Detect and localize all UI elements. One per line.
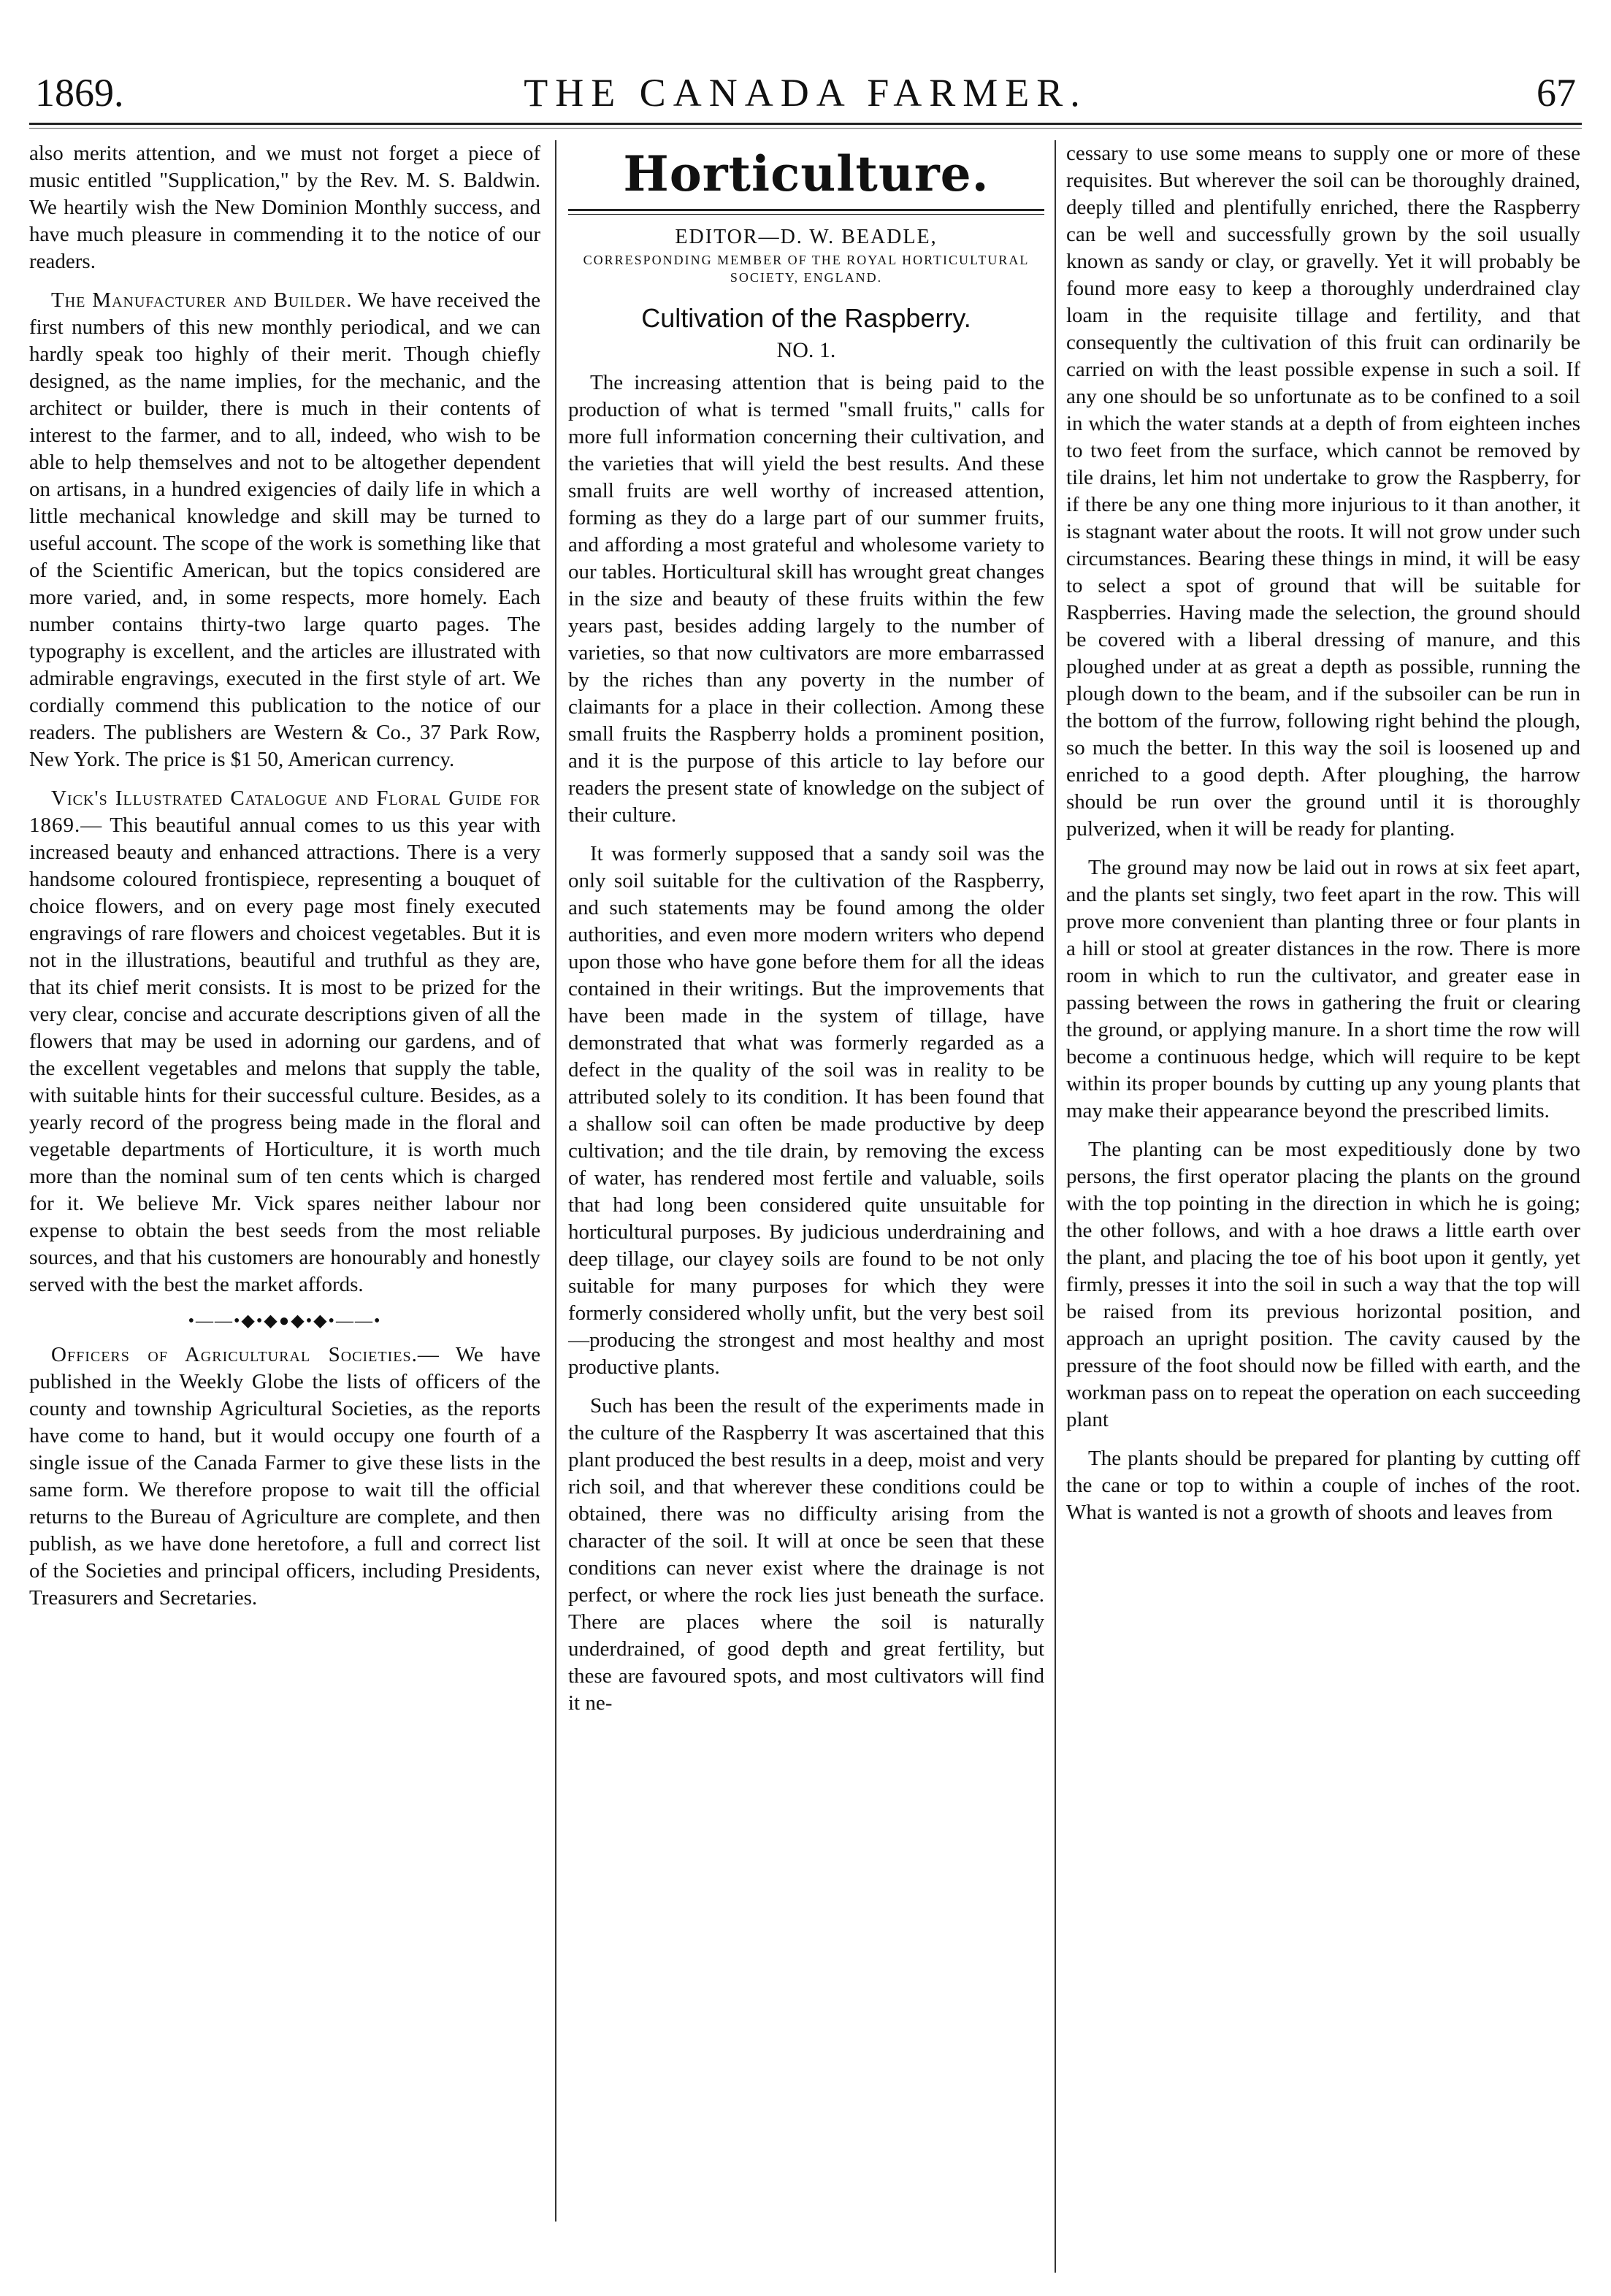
issue-year: 1869. (35, 71, 124, 115)
editor-credentials: CORRESPONDING MEMBER OF THE ROYAL HORTICULTURAL SOCIETY, ENGLAND. (583, 253, 1030, 285)
masthead (29, 67, 1582, 118)
paragraph-body: — This beautiful annual comes to us this year with increased beauty and enhanced attractions. There is a very handsome coloured frontispiece, representing a bouquet of choice flowers, and on every page most finely executed engravings of rare flowers and choicest vegetables. But it is not in the illustrations, beautiful and truthful as they are, that its chief merit consists. It is most to be prized for the very clear, concise and accurate descriptions given of all the flowers that may be used in adorning our gardens, and of the excellent vegetables and melons that supply the table, with suitable hints for their successful culture. Besides, as a yearly record of the progress being made in the floral and vegetable departments of Horticulture, it is worth much more than the nominal sum of ten cents which is charged for it. We believe Mr. Vick spares neither labour nor expense to obtain the best seeds from the most reliable sources, and that his customers are honourably and honestly served with the best the market affords. (29, 814, 540, 1296)
article-number: NO. 1. (776, 338, 836, 362)
paragraph: The plants should be prepared for planting by cutting off the cane or top to within a couple of inches of the root. What is wanted is not a growth of shoots and leaves from (1066, 1447, 1580, 1524)
paragraph: The planting can be most expeditiously done by two persons, the first operator placing the plants on the ground with the top pointing in the direction in which he is going; the other follows, and with a hoe draws a little earth over the plant, and placing the toe of his boot upon it gently, yet firmly, presses it into the soil in such a way that the top will be raised from its previous horizontal position, and approach an upright position. The cavity caused by the pressure of the foot should now be filled with earth, and the workman pass on to repeat the operation on each succeeding plant (1066, 1138, 1580, 1431)
page-number: 67 (1537, 71, 1576, 115)
paragraph (29, 287, 540, 773)
column-right (1066, 140, 1580, 2273)
editor-line: EDITOR—D. W. BEADLE, (675, 226, 938, 248)
paragraph: Such has been the result of the experiments made in the culture of the Raspberry It was ascertained that this plant produced the best results in a deep, moist and very rich soil, and that wherever these conditions could be obtained, there was no difficulty arising from the character of the soil. It will at once be seen that these conditions can never exist where the drainage is not perfect, or where the rock lies just beneath the surface. There are places where the soil is naturally underdrained, of good depth and great fertility, but these are favoured spots, and most cultivators will find it ne- (568, 1394, 1044, 1715)
newspaper-title: THE CANADA FARMER. (524, 71, 1087, 115)
paragraph-lead: Officers of Agricultural Societies. (51, 1343, 418, 1366)
paragraph-body: We have received the first numbers of this new monthly periodical, and we can hardly speak too highly of their merit. Though chiefly designed, as the name implies, for the mechanic, and the architect or builder, there is much in their contents of interest to the farmer, and to all, indeed, who wish to be able to help themselves and not to be altogether dependent on artisans, in a hundred exigencies of daily life in which a little mechanical knowledge and skill may be turned to useful account. The scope of the work is something like that of the Scientific American, but the topics considered are more varied, and, in some respects, more homely. Each number contains thirty-two large quarto pages. The typography is excellent, and the articles are illustrated with admirable engravings, executed in the first style of art. We cordially commend this publication to the notice of our readers. The publishers are Western & Co., 37 Park Row, New York. The price is $1 50, American currency. (29, 288, 540, 771)
masthead-rule-thin (29, 128, 1582, 129)
paragraph-body: — We have published in the Weekly Globe the lists of officers of the county and township Agricultural Societies, as the reports have come to hand, but it would occupy one fourth of a single issue of the Canada Farmer to give these lists in the same form. We therefore propose to wait till the official returns to the Bureau of Agriculture are complete, and then publish, as we have done heretofore, a full and correct list of the Societies and principal officers, including Presidents, Treasurers and Secretaries. (29, 1343, 540, 1610)
paragraph: The increasing attention that is being paid to the production of what is termed "small fruits," calls for more full information concerning their cultivation, and the varieties that will yield the best results. And these small fruits are well worthy of increased attention, forming as they do a large part of our summer fruits, and affording a most grateful and wholesome variety to our tables. Horticultural skill has wrought great changes in the size and beauty of these fruits within the few years past, besides adding largely to the number of varieties, so that now cultivators are more embarrassed by the riches than any poverty in the number of claimants for a place in their collection. Among these small fruits the Raspberry holds a prominent position, and it is the purpose of this article to lay before our readers the present state of knowledge on the subject of their culture. (568, 371, 1044, 827)
column-left (29, 140, 540, 2185)
paragraph: The ground may now be laid out in rows at six feet apart, and the plants set singly, two feet apart in the row. This will prove more convenient than planting three or four plants in a hill or stool at greater distances in the row. There is more room in which to run the cultivator, and greater ease in passing between the rows in gathering the fruit or clearing the ground, or applying manure. In a short time the row will become a continuous hedge, which will require to be kept within its proper bounds by cutting up any young plants that may make their appearance beyond the prescribed limits. (1066, 856, 1580, 1122)
paragraph (29, 1342, 540, 1612)
section-title: Horticulture. (623, 145, 990, 202)
section-separator: •——•◆•◆●◆•◆•——• (188, 1312, 382, 1331)
paragraph-lead: Vick's Illustrated Catalogue and Floral Guide for 1869. (29, 787, 540, 837)
column-divider (555, 140, 556, 2222)
section-rule (568, 209, 1044, 215)
column-divider (1055, 140, 1056, 2273)
column-middle (568, 140, 1044, 2273)
paragraph: also merits attention, and we must not forget a piece of music entitled "Supplication," by the Rev. M. S. Baldwin. We heartily wish the New Dominion Monthly success, and have much pleasure in commending it to the notice of our readers. (29, 142, 540, 273)
paragraph: cessary to use some means to supply one or more of these requisites. But wherever the soil can be thoroughly drained, deeply tilled and plentifully enriched, there the Raspberry can be well and successfully grown by the soil usually known as sandy or clay, or gravelly. Yet it will probably be found more easy to keep a thoroughly underdrained clay loam in the requisite tillage and fertility, and that consequently the cultivation of this fruit can ordinarily be carried on with the least possible expense in such a soil. If any one should be so unfortunate as to be confined to a soil in which the water stands at a depth of from eighteen inches to two feet from the surface, which cannot be removed by tile drains, let him not undertake to grow the Raspberry, for if there be any one thing more injurious to it than another, it is stagnant water about the roots. It will not grow under such circumstances. Bearing these things in mind, it will be easy to select a spot of ground that will be suitable for Raspberries. Having made the selection, the ground should be covered with a liberal dressing of manure, and this ploughed under at as great a depth as possible, running the plough down to the beam, and if the subsoiler can be run in the bottom of the furrow, following right behind the plough, so much the better. In this way the soil is loosened up and enriched to a good depth. After ploughing, the harrow should be run over the ground until it is thoroughly pulverized, when it will be ready for planting. (1066, 142, 1580, 841)
paragraph-lead: The Manufacturer and Builder. (51, 288, 353, 312)
article-title: Cultivation of the Raspberry. (641, 303, 971, 333)
masthead-rule (29, 123, 1582, 125)
paragraph (29, 785, 540, 1298)
paragraph: It was formerly supposed that a sandy soil was the only soil suitable for the cultivation of the Raspberry, and such statements may be found among the older authorities, and even more modern writers who depend upon those who have gone before them for all the ideas contained in their writings. But the improvements that have been made in the system of tillage, have demonstrated that what was formerly regarded as a defect in the quality of the soil was in reality to be attributed solely to its condition. It has been found that a shallow soil can often be made productive by deep cultivation; and the tile drain, by removing the excess of water, has rendered most fertile and valuable, soils that had long been considered quite unsuitable for horticultural purposes. By judicious underdraining and deep tillage, our clayey soils are found to be not only suitable for many purposes for which they were formerly considered wholly unfit, but the very best soil—producing the strongest and most healthy and most productive plants. (568, 842, 1044, 1379)
